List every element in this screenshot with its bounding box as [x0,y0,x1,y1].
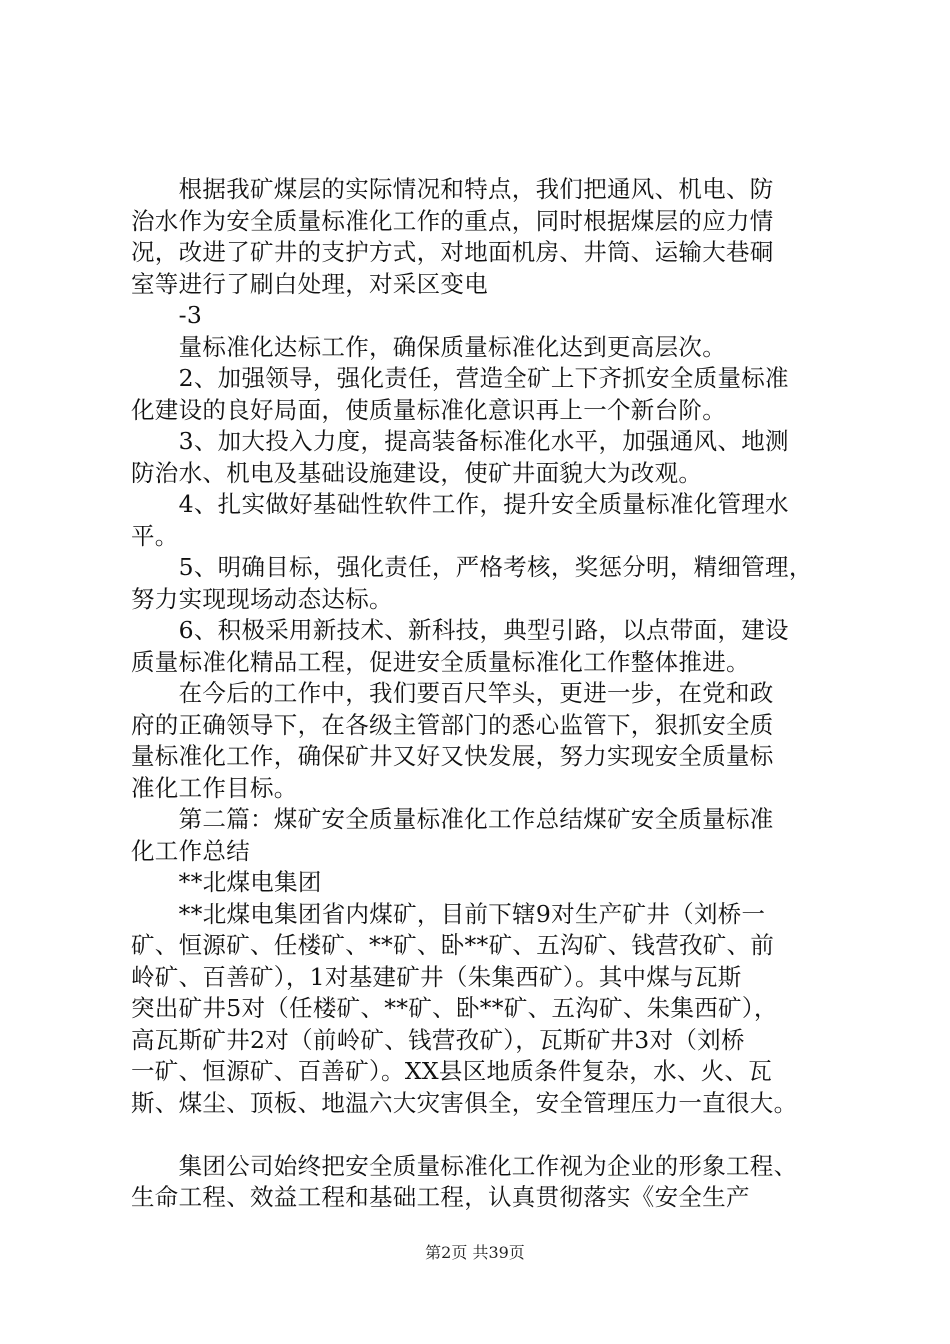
text-line: 室等进行了刷白处理，对采区变电 [131,269,488,298]
text-line: 质量标准化精品工程，促进安全质量标准化工作整体推进。 [131,647,750,676]
text-line: 量标准化达标工作，确保质量标准化达到更高层次。 [131,332,726,361]
text-line: 在今后的工作中，我们要百尺竿头，更进一步，在党和政 [131,679,774,707]
document-body [131,174,831,1214]
text-line: 化建设的良好局面，使质量标准化意识再上一个新台阶。 [131,395,726,424]
text-line: **北煤电集团省内煤矿，目前下辖9对生产矿井（刘桥一 [131,899,766,928]
text-line: 4、扎实做好基础性软件工作，提升安全质量标准化管理水 [131,490,789,518]
text-line: 努力实现现场动态达标。 [131,584,393,613]
blank-line [131,1119,831,1150]
text-line: 府的正确领导下，在各级主管部门的悉心监管下，狠抓安全质 [131,710,774,739]
section-heading: 第二篇：煤矿安全质量标准化工作总结煤矿安全质量标准 [131,805,774,833]
text-line: 高瓦斯矿井2对（前岭矿、钱营孜矿），瓦斯矿井3对（刘桥 [131,1025,745,1054]
text-line: 2、加强领导，强化责任，营造全矿上下齐抓安全质量标准 [131,364,789,392]
text-line: 治水作为安全质量标准化工作的重点，同时根据煤层的应力情 [131,206,774,235]
text-line: 根据我矿煤层的实际情况和特点，我们把通风、机电、防 [131,175,774,203]
text-line: 岭矿、百善矿），1对基建矿井（朱集西矿）。其中煤与瓦斯 [131,962,742,991]
text-line: 一矿、恒源矿、百善矿）。XX县区地质条件复杂，水、火、瓦 [131,1057,773,1085]
text-line: 生命工程、效益工程和基础工程，认真贯彻落实《安全生产 [131,1183,750,1211]
text-line: 矿、恒源矿、任楼矿、**矿、卧**矿、五沟矿、钱营孜矿、前 [131,931,775,959]
text-line: 防治水、机电及基础设施建设，使矿井面貌大为改观。 [131,458,703,487]
text-line: 6、积极采用新技术、新科技，典型引路，以点带面，建设 [131,616,789,644]
page-footer [0,1243,950,1263]
text-line: 准化工作目标。 [131,773,298,802]
text-line: 量标准化工作，确保矿井又好又快发展，努力实现安全质量标 [131,742,774,770]
text-line: 平。 [131,521,179,550]
text-line: 突出矿井5对（任楼矿、**矿、卧**矿、五沟矿、朱集西矿）， [131,994,778,1022]
text-line: 斯、煤尘、顶板、地温六大灾害俱全，安全管理压力一直很大。 [131,1088,798,1117]
text-line: 集团公司始终把安全质量标准化工作视为企业的形象工程、 [131,1151,798,1180]
organization-name: **北煤电集团 [131,868,322,896]
text-line: 况，改进了矿井的支护方式，对地面机房、井筒、运输大巷硐 [131,238,774,266]
page-number: 第2页 共39页 [425,1243,525,1262]
text-line: 3、加大投入力度，提高装备标准化水平，加强通风、地测 [131,427,789,455]
page-marker: -3 [131,301,203,329]
section-heading: 化工作总结 [131,836,250,865]
text-line: 5、明确目标，强化责任，严格考核，奖惩分明，精细管理， [131,553,813,581]
